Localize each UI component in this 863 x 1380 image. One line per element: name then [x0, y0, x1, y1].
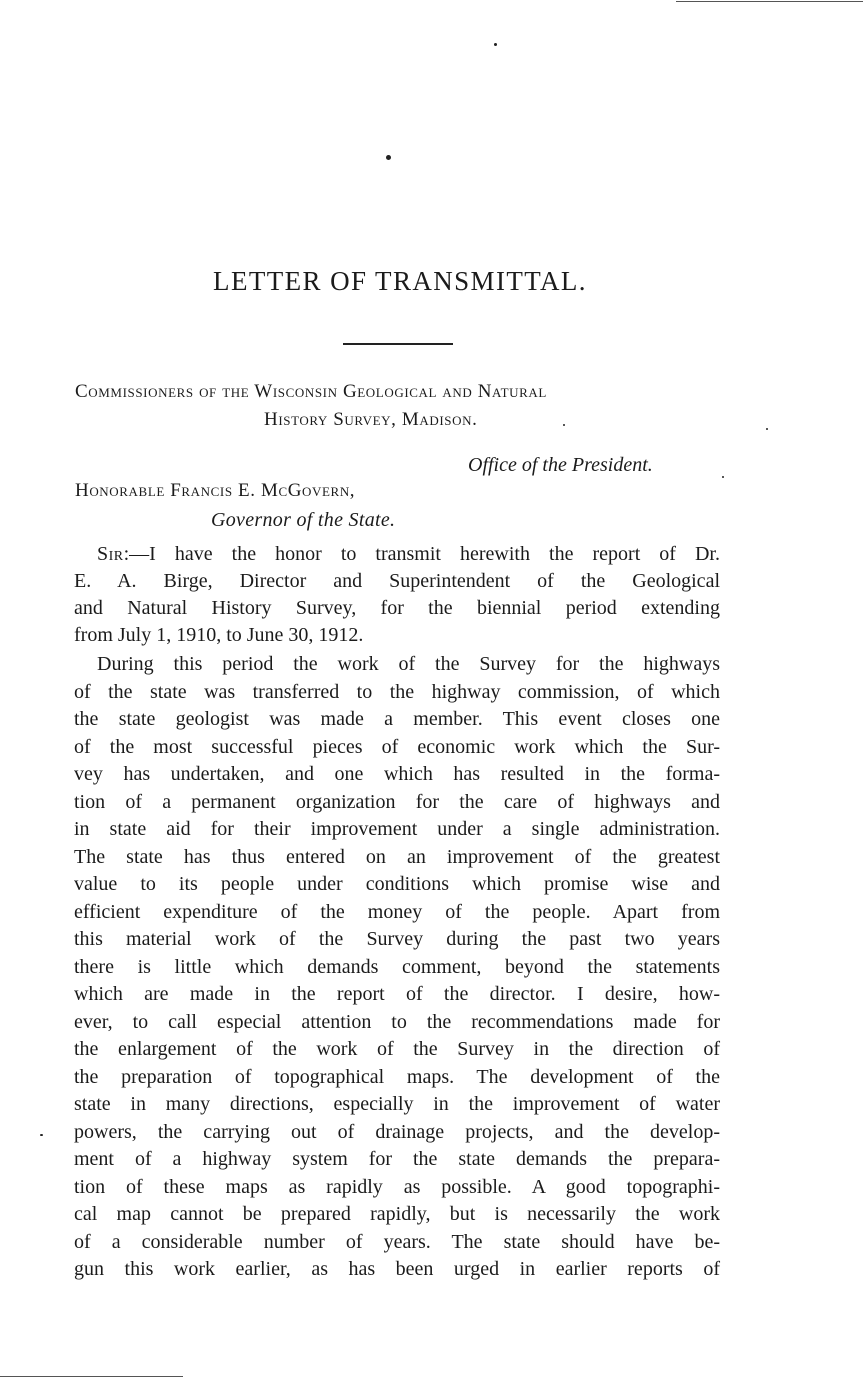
ink-speck: [494, 43, 497, 46]
text-line: powers, the carrying out of drainage projects, and the develop-: [74, 1121, 720, 1143]
text-line: efficient expenditure of the money of the people. Apart from: [74, 901, 720, 923]
text-line: there is little which demands comment, beyond the statements: [74, 956, 720, 978]
office-line: Office of the President.: [468, 454, 653, 476]
text-line: in state aid for their improvement under a single administration.: [74, 818, 720, 840]
text-line: E. A. Birge, Director and Superintendent of the Geological: [74, 570, 720, 592]
text-line: ment of a highway system for the state demands the prepara-: [74, 1148, 720, 1170]
page-edge-line-bottom: [0, 1376, 183, 1377]
text-line: gun this work earlier, as has been urged in earlier reports of: [74, 1258, 720, 1280]
title-rule: [343, 343, 453, 345]
letterhead-line-1: Commissioners of the Wisconsin Geological and Natural: [75, 381, 547, 402]
text-line: value to its people under conditions which promise wise and: [74, 873, 720, 895]
text-line: The state has thus entered on an improvement of the greatest: [74, 846, 720, 868]
ink-speck: [563, 424, 565, 426]
ink-speck: [40, 1134, 43, 1136]
text-line: the preparation of topographical maps. The development of the: [74, 1066, 720, 1088]
addressee-title: Governor of the State.: [211, 509, 396, 531]
text-line: this material work of the Survey during the past two years: [74, 928, 720, 950]
text-line: the enlargement of the work of the Survey in the direction of: [74, 1038, 720, 1060]
text-line: tion of a permanent organization for the care of highways and: [74, 791, 720, 813]
text-line: vey has undertaken, and one which has resulted in the forma-: [74, 763, 720, 785]
text-line: During this period the work of the Survey for the highways: [97, 653, 720, 675]
text-line: of a considerable number of years. The state should have be-: [74, 1231, 720, 1253]
text-line: state in many directions, especially in the improvement of water: [74, 1093, 720, 1115]
ink-speck: [766, 428, 768, 430]
text-line: of the state was transferred to the highway commission, of which: [74, 681, 720, 703]
text-line: tion of these maps as rapidly as possible. A good topographi-: [74, 1176, 720, 1198]
salutation: Sir: [97, 543, 124, 565]
text-line: which are made in the report of the director. I desire, how-: [74, 983, 720, 1005]
addressee-name: Honorable Francis E. McGovern,: [75, 480, 356, 501]
letterhead-line-2: History Survey, Madison.: [264, 409, 478, 430]
text-line: ever, to call especial attention to the recommendations made for: [74, 1011, 720, 1033]
text-line: from July 1, 1910, to June 30, 1912.: [74, 624, 364, 646]
text-line: the state geologist was made a member. This event closes one: [74, 708, 720, 730]
document-title: LETTER OF TRANSMITTAL.: [213, 266, 587, 296]
text-line: Sir:—I have the honor to transmit herewith the report of Dr.: [97, 543, 720, 565]
ink-speck: [386, 155, 391, 160]
ink-speck: [722, 476, 724, 478]
text-line: cal map cannot be prepared rapidly, but is necessarily the work: [74, 1203, 720, 1225]
text-line: and Natural History Survey, for the biennial period extending: [74, 597, 720, 619]
page-edge-line-top: [676, 1, 863, 2]
text-line: of the most successful pieces of economic work which the Sur-: [74, 736, 720, 758]
